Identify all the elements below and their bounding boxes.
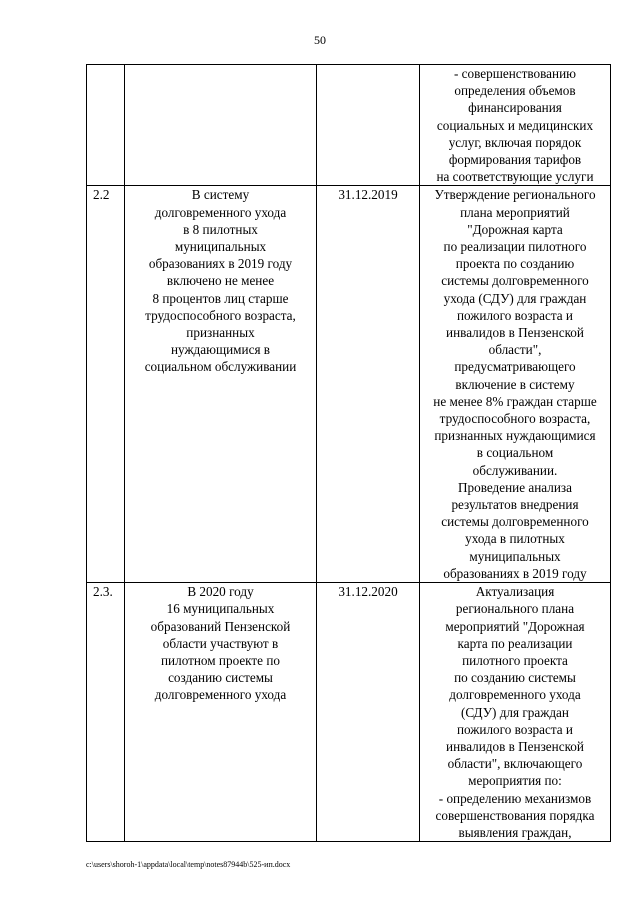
table-row bbox=[87, 186, 611, 583]
result-line: социальном обслуживании bbox=[144, 359, 297, 375]
cell-result bbox=[125, 186, 317, 583]
action-line: включение в систему bbox=[455, 376, 575, 392]
action-line: предусматривающего bbox=[454, 359, 576, 375]
action-line: "Дорожная карта bbox=[467, 221, 563, 237]
footer-file-path: c:\users\shoroh-1\appdata\local\temp\notes87944b\525-ип.docx bbox=[86, 860, 291, 869]
action-line: мероприятия по: bbox=[468, 773, 562, 789]
result-line: пилотном проекте по bbox=[161, 652, 280, 668]
action-line: выявления граждан, bbox=[458, 824, 572, 840]
result-line: долговременного ухода bbox=[154, 687, 287, 703]
action-line: Утверждение регионального bbox=[434, 187, 596, 203]
action-line: долговременного ухода bbox=[449, 687, 581, 703]
cell-result bbox=[125, 583, 317, 842]
action-line: в социальном bbox=[476, 445, 554, 461]
result-line: включено не менее bbox=[166, 273, 275, 289]
action-line: образованиях в 2019 году bbox=[443, 565, 587, 581]
action-line: Актуализация bbox=[475, 584, 555, 600]
cell-item-number: 2.3. bbox=[87, 583, 125, 842]
action-line: результатов внедрения bbox=[451, 497, 579, 513]
cell-actions bbox=[420, 186, 611, 583]
action-line: социальных и медицинских bbox=[436, 117, 594, 133]
action-line: Проведение анализа bbox=[458, 479, 572, 495]
table-row bbox=[87, 65, 611, 186]
cell-deadline: 31.12.2019 bbox=[317, 186, 420, 583]
action-line: системы долговременного bbox=[441, 273, 589, 289]
result-line: в 8 пилотных bbox=[183, 221, 258, 237]
action-line: признанных нуждающимися bbox=[434, 428, 596, 444]
result-line: В 2020 году bbox=[187, 584, 254, 600]
table-body bbox=[87, 65, 611, 842]
action-line: трудоспособного возраста, bbox=[439, 411, 591, 427]
cell-actions bbox=[420, 65, 611, 186]
action-line: регионального плана bbox=[455, 601, 575, 617]
action-line: проекта по созданию bbox=[455, 256, 575, 272]
page-number: 50 bbox=[314, 33, 326, 47]
action-line: области", bbox=[488, 342, 542, 358]
action-line: (СДУ) для граждан bbox=[461, 704, 569, 720]
action-line: муниципальных bbox=[469, 548, 561, 564]
result-line: трудоспособного возраста, bbox=[145, 307, 296, 323]
action-line: ухода (СДУ) для граждан bbox=[443, 290, 587, 306]
action-line: пожилого возраста и bbox=[456, 307, 573, 323]
result-line: области участвуют в bbox=[162, 635, 279, 651]
result-line: нуждающимися в bbox=[170, 342, 271, 358]
result-line: долговременного ухода bbox=[154, 204, 287, 220]
result-line: признанных bbox=[186, 325, 255, 341]
action-line: - определению механизмов bbox=[438, 790, 592, 806]
cell-actions bbox=[420, 583, 611, 842]
action-line: области", включающего bbox=[447, 756, 583, 772]
result-line: 8 процентов лиц старше bbox=[152, 290, 289, 306]
action-line: по созданию системы bbox=[454, 670, 576, 686]
result-line: образованиях в 2019 году bbox=[148, 256, 293, 272]
action-line: финансирования bbox=[468, 100, 562, 116]
cell-deadline bbox=[317, 65, 420, 186]
result-line: 16 муниципальных bbox=[166, 601, 275, 617]
action-line: плана мероприятий bbox=[460, 204, 570, 220]
result-line: образований Пензенской bbox=[150, 618, 291, 634]
action-line: - совершенствованию bbox=[453, 66, 577, 81]
cell-item-number bbox=[87, 65, 125, 186]
action-line: инвалидов в Пензенской bbox=[446, 325, 584, 341]
document-table bbox=[86, 64, 611, 842]
action-line: системы долговременного bbox=[441, 514, 589, 530]
action-line: услуг, включая порядок bbox=[448, 134, 582, 150]
action-line: формирования тарифов bbox=[448, 152, 582, 168]
table-row bbox=[87, 583, 611, 842]
action-line: пожилого возраста и bbox=[456, 721, 573, 737]
action-line: мероприятий "Дорожная bbox=[445, 618, 585, 634]
action-line: ухода в пилотных bbox=[465, 531, 565, 547]
action-line: не менее 8% граждан старше bbox=[433, 393, 597, 409]
cell-deadline: 31.12.2020 bbox=[317, 583, 420, 842]
action-line: пилотного проекта bbox=[462, 652, 568, 668]
action-line: обслуживании. bbox=[472, 462, 558, 478]
result-line: муниципальных bbox=[174, 239, 267, 255]
action-line: совершенствования порядка bbox=[435, 807, 595, 823]
result-line: В систему bbox=[191, 187, 250, 203]
cell-result bbox=[125, 65, 317, 186]
action-line: инвалидов в Пензенской bbox=[446, 738, 584, 754]
action-line: по реализации пилотного bbox=[443, 239, 587, 255]
cell-item-number: 2.2 bbox=[87, 186, 125, 583]
action-line: определения объемов bbox=[454, 83, 576, 99]
result-line: созданию системы bbox=[168, 670, 273, 686]
action-line: карта по реализации bbox=[457, 635, 573, 651]
action-line: на соответствующие услуги bbox=[436, 169, 594, 185]
